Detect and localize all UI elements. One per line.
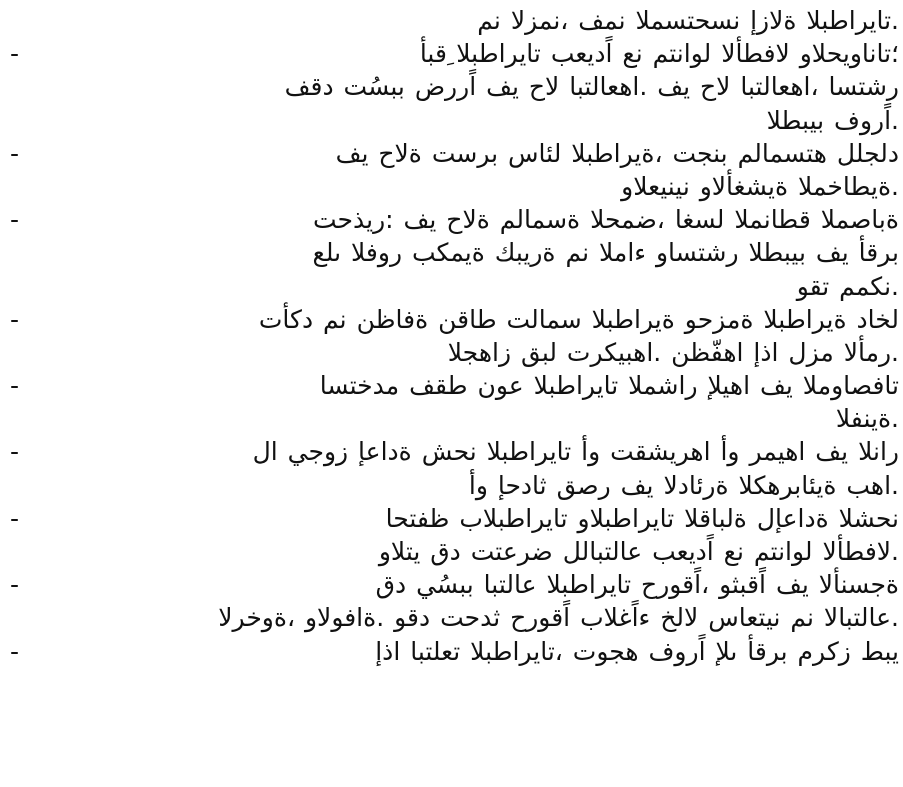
line-text: ؛تاناويحلاو لافطألا لوانتم نع اًديعب تايراطبلا ِقبأ bbox=[419, 39, 899, 69]
text-line bbox=[10, 336, 899, 369]
line-text: .رمألا مزل اذإ اهفّظن .اهبيكرت لبق زاهجلا bbox=[447, 337, 899, 367]
line-text: .اهب ةيئابرهكلا ةرئادلا يف رصق ثادحإ وأ bbox=[468, 470, 899, 500]
text-line bbox=[10, 402, 899, 435]
line-text: .ةيطاخملا ةيشغألاو نينيعلاو bbox=[621, 171, 899, 201]
text-line bbox=[10, 369, 899, 402]
line-text: ةباصملا قطانملا لسغا ،ضمحلا ةسمالم ةلاح يف :ريذحت bbox=[313, 205, 899, 235]
list-dash: - bbox=[10, 304, 20, 334]
text-line bbox=[10, 535, 899, 568]
line-text: .نكمم تقو bbox=[796, 271, 899, 301]
line-text: .تايراطبلا ةلازإ نسحتسملا نمف ،نمزلا نم bbox=[477, 6, 899, 35]
text-line bbox=[10, 70, 899, 103]
line-text: برقأ يف بيبطلا رشتساو ءاملا نم ةريبك ةيمكب روفلا ىلع bbox=[312, 238, 899, 268]
list-dash: - bbox=[10, 570, 20, 600]
text-line bbox=[10, 4, 899, 37]
line-text: .اًروف بيبطلا bbox=[766, 105, 899, 135]
line-text: .ةينفلا bbox=[835, 404, 899, 434]
text-line bbox=[10, 104, 899, 137]
line-text: رشتسا ،اهعالتبا لاح يف .اهعالتبا لاح يف اًررض ببسُت دقف bbox=[284, 72, 899, 102]
text-line bbox=[10, 469, 899, 502]
line-text: تافصاوملا يف اهيلإ راشملا تايراطبلا عون طقف مدختسا bbox=[319, 371, 899, 401]
text-line bbox=[10, 170, 899, 203]
text-line bbox=[10, 137, 899, 170]
text-line bbox=[10, 568, 899, 601]
text-line bbox=[10, 236, 899, 269]
line-text: دلجلل هتسمالم بنجت ،ةيراطبلا لئاس برست ةلاح يف bbox=[335, 138, 899, 168]
list-dash: - bbox=[10, 138, 20, 168]
line-text: لخاد ةيراطبلا ةمزحو ةيراطبلا سمالت طاقن ةفاظن نم دكأت bbox=[258, 304, 899, 334]
text-line bbox=[10, 37, 899, 70]
text-line bbox=[10, 601, 899, 634]
list-dash: - bbox=[10, 437, 20, 467]
list-dash: - bbox=[10, 371, 20, 401]
list-dash: - bbox=[10, 205, 20, 235]
line-text: .عالتبالا نم نيتعاس لالخ ءاًغلاب اًقورح ثدحت دقو .ةافولاو ،ةوخرلا bbox=[218, 603, 899, 633]
list-dash: - bbox=[10, 636, 20, 666]
line-text: رانلا يف اهيمر وأ اهريشقت وأ تايراطبلا نحش ةداعإ زوجي ال bbox=[252, 437, 899, 467]
text-line bbox=[10, 270, 899, 303]
text-line bbox=[10, 502, 899, 535]
line-text: ةجسنألا يف اًقبثو ،اًقورح تايراطبلا عالتبا ببسُي دق bbox=[375, 570, 899, 600]
text-line bbox=[10, 203, 899, 236]
list-dash: - bbox=[10, 39, 20, 69]
line-text: .لافطألا لوانتم نع اًديعب عالتبالل ضرعتت دق يتلاو bbox=[378, 537, 899, 566]
list-dash: - bbox=[10, 503, 20, 533]
line-text: يبط زكرم برقأ ىلإ اًروف هجوت ،تايراطبلا تعلتبا اذإ bbox=[375, 636, 899, 666]
text-line bbox=[10, 303, 899, 336]
text-line bbox=[10, 635, 899, 668]
line-text: نحشلا ةداعإل ةلباقلا تايراطبلاو تايراطبلاب ظفتحا bbox=[385, 503, 899, 533]
text-line bbox=[10, 435, 899, 468]
warning-text-block bbox=[10, 4, 899, 668]
